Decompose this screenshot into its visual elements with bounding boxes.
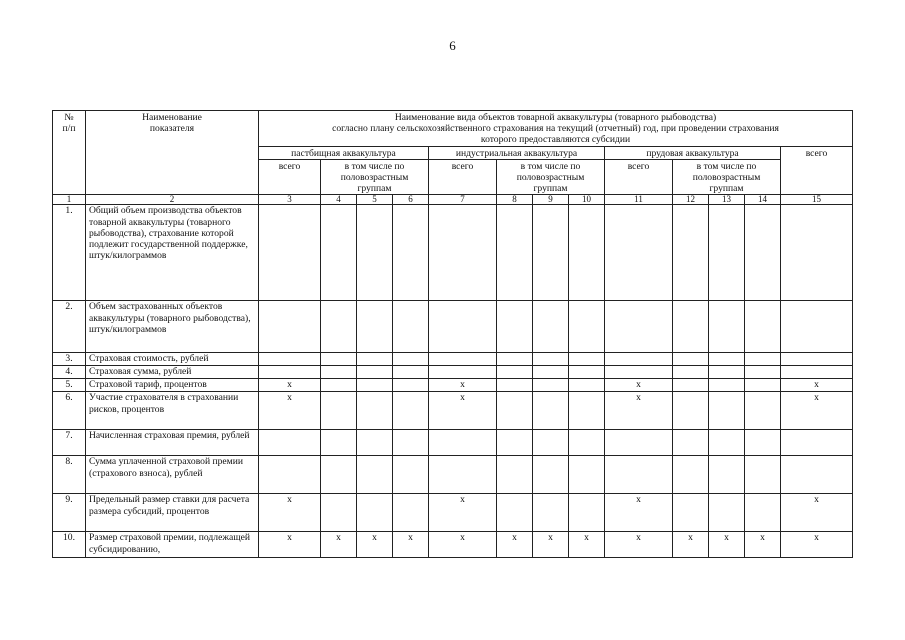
table-cell: х xyxy=(259,379,321,392)
row-number: 7. xyxy=(53,430,86,456)
table-cell xyxy=(321,456,357,494)
table-row xyxy=(53,456,853,494)
table-cell: х xyxy=(781,379,853,392)
table-cell xyxy=(497,379,533,392)
table-cell xyxy=(605,353,673,366)
table-cell xyxy=(533,430,569,456)
table-cell xyxy=(393,379,429,392)
row-indicator-name: Начисленная страховая премия, рублей xyxy=(86,430,259,456)
table-cell: х xyxy=(259,392,321,430)
table-cell xyxy=(393,494,429,532)
table-cell xyxy=(429,430,497,456)
table-cell: х xyxy=(569,532,605,558)
table-cell xyxy=(321,494,357,532)
table-cell xyxy=(781,456,853,494)
table-row xyxy=(53,366,853,379)
row-indicator-name: Предельный размер ставки для расчета размера субсидий, процентов xyxy=(86,494,259,532)
column-number: 7 xyxy=(429,195,497,205)
table-cell xyxy=(259,205,321,301)
column-number: 1 xyxy=(53,195,86,205)
table-cell xyxy=(569,301,605,353)
table-cell: х xyxy=(393,532,429,558)
table-cell: х xyxy=(605,392,673,430)
table-cell xyxy=(569,366,605,379)
row-number: 3. xyxy=(53,353,86,366)
column-number: 12 xyxy=(673,195,709,205)
row-indicator-name: Объем застрахованных объектов аквакультуры (товарного рыбоводства), штук/килограммов xyxy=(86,301,259,353)
table-cell xyxy=(533,379,569,392)
table-cell xyxy=(709,205,745,301)
header-age-groups-pasture: в том числе по половозрастным группам xyxy=(321,159,429,195)
table-row xyxy=(53,301,853,353)
column-number: 14 xyxy=(745,195,781,205)
header-name-col: Наименование показателя xyxy=(86,111,259,195)
table-cell xyxy=(533,301,569,353)
table-cell xyxy=(497,366,533,379)
row-indicator-name: Участие страхователя в страховании рисков, процентов xyxy=(86,392,259,430)
table-cell xyxy=(673,205,709,301)
table-cell xyxy=(357,456,393,494)
table-cell xyxy=(497,430,533,456)
table-cell xyxy=(497,301,533,353)
table-cell xyxy=(569,456,605,494)
table-cell xyxy=(745,353,781,366)
table-cell xyxy=(429,366,497,379)
table-cell: х xyxy=(497,532,533,558)
table-cell xyxy=(709,392,745,430)
table-cell xyxy=(321,353,357,366)
header-group-pasture: пастбищная аквакультура xyxy=(259,146,429,159)
row-indicator-name: Страховая стоимость, рублей xyxy=(86,353,259,366)
table-cell xyxy=(709,301,745,353)
table-cell xyxy=(569,430,605,456)
table-cell xyxy=(605,366,673,379)
table-cell xyxy=(321,205,357,301)
column-number: 15 xyxy=(781,195,853,205)
table-cell xyxy=(533,392,569,430)
table-cell: х xyxy=(259,494,321,532)
header-total: всего xyxy=(781,146,853,195)
table-cell xyxy=(781,205,853,301)
table-cell xyxy=(745,205,781,301)
table-cell xyxy=(393,456,429,494)
table-cell: х xyxy=(429,392,497,430)
column-number: 2 xyxy=(86,195,259,205)
table-row xyxy=(53,205,853,301)
table-cell xyxy=(709,430,745,456)
table-cell xyxy=(497,205,533,301)
table-cell xyxy=(429,205,497,301)
header-age-groups-pond: в том числе по половозрастным группам xyxy=(673,159,781,195)
table-cell xyxy=(533,205,569,301)
table-cell xyxy=(781,430,853,456)
table-cell xyxy=(745,392,781,430)
column-number: 3 xyxy=(259,195,321,205)
table-cell xyxy=(709,379,745,392)
table-cell xyxy=(533,353,569,366)
table-cell xyxy=(357,301,393,353)
table-cell xyxy=(393,366,429,379)
row-number: 6. xyxy=(53,392,86,430)
row-number: 9. xyxy=(53,494,86,532)
row-number: 1. xyxy=(53,205,86,301)
table-cell: х xyxy=(321,532,357,558)
table-cell xyxy=(709,353,745,366)
table-cell xyxy=(709,494,745,532)
table-cell xyxy=(709,366,745,379)
table-cell xyxy=(429,353,497,366)
row-number: 5. xyxy=(53,379,86,392)
insurance-table xyxy=(52,110,853,558)
table-cell xyxy=(393,392,429,430)
column-number: 8 xyxy=(497,195,533,205)
column-number-row xyxy=(53,195,853,205)
table-cell: х xyxy=(605,379,673,392)
table-cell xyxy=(429,301,497,353)
row-number: 10. xyxy=(53,532,86,558)
table-row xyxy=(53,430,853,456)
table-cell xyxy=(673,379,709,392)
table-cell xyxy=(533,494,569,532)
table-row xyxy=(53,392,853,430)
table-row xyxy=(53,379,853,392)
table-cell xyxy=(321,379,357,392)
table-cell xyxy=(497,494,533,532)
table-cell xyxy=(429,456,497,494)
table-cell xyxy=(673,430,709,456)
page-number: 6 xyxy=(449,38,456,53)
table-cell xyxy=(745,430,781,456)
table-cell xyxy=(393,353,429,366)
table-cell xyxy=(673,392,709,430)
table-cell: х xyxy=(781,392,853,430)
table-cell: х xyxy=(259,532,321,558)
header-main-title: Наименование вида объектов товарной аквакультуры (товарного рыбоводства) согласно плану сельскохозяйственного страхования на текущий (отчетный) год, при проведении страхования которого предоставляются субсидии xyxy=(259,111,853,147)
table-cell: х xyxy=(709,532,745,558)
table-cell xyxy=(781,353,853,366)
table-cell xyxy=(357,205,393,301)
table-cell xyxy=(569,379,605,392)
table-cell xyxy=(745,379,781,392)
table-cell xyxy=(393,301,429,353)
column-number: 4 xyxy=(321,195,357,205)
table-cell xyxy=(745,301,781,353)
table-cell xyxy=(497,353,533,366)
header-sub-total-pond: всего xyxy=(605,159,673,195)
table-cell: х xyxy=(429,494,497,532)
row-number: 2. xyxy=(53,301,86,353)
header-num-col: № п/п xyxy=(53,111,86,195)
header-group-pond: прудовая аквакультура xyxy=(605,146,781,159)
table-cell xyxy=(745,456,781,494)
table-cell xyxy=(569,494,605,532)
table-cell xyxy=(781,301,853,353)
table-cell xyxy=(321,392,357,430)
table-cell xyxy=(259,353,321,366)
table-cell xyxy=(605,430,673,456)
table-cell xyxy=(357,366,393,379)
table-cell xyxy=(569,392,605,430)
table-cell: х xyxy=(745,532,781,558)
column-number: 6 xyxy=(393,195,429,205)
table-cell xyxy=(569,353,605,366)
table-cell xyxy=(357,392,393,430)
table-cell xyxy=(393,430,429,456)
table-cell xyxy=(357,494,393,532)
table-cell: х xyxy=(357,532,393,558)
table-cell xyxy=(673,366,709,379)
table-cell xyxy=(781,366,853,379)
table-cell xyxy=(357,353,393,366)
table-cell xyxy=(673,353,709,366)
table-cell: х xyxy=(781,494,853,532)
table-cell xyxy=(745,494,781,532)
table-row xyxy=(53,494,853,532)
table-cell xyxy=(321,301,357,353)
table-cell xyxy=(357,379,393,392)
header-sub-total-industrial: всего xyxy=(429,159,497,195)
table-cell xyxy=(393,205,429,301)
table-cell: х xyxy=(533,532,569,558)
column-number: 9 xyxy=(533,195,569,205)
column-number: 11 xyxy=(605,195,673,205)
table-cell xyxy=(673,456,709,494)
table-cell xyxy=(569,205,605,301)
column-number: 13 xyxy=(709,195,745,205)
column-number: 5 xyxy=(357,195,393,205)
table-cell: х xyxy=(605,532,673,558)
table-cell xyxy=(259,366,321,379)
table-cell: х xyxy=(429,532,497,558)
row-indicator-name: Общий объем производства объектов товарной аквакультуры (товарного рыбоводства), страхование которой подлежит государственной поддержке, штук/килограммов xyxy=(86,205,259,301)
table-cell xyxy=(533,456,569,494)
table-row xyxy=(53,353,853,366)
table-row xyxy=(53,532,853,558)
header-group-industrial: индустриальная аквакультура xyxy=(429,146,605,159)
table-cell xyxy=(259,301,321,353)
row-indicator-name: Страховая сумма, рублей xyxy=(86,366,259,379)
header-age-groups-industrial: в том числе по половозрастным группам xyxy=(497,159,605,195)
table-cell xyxy=(745,366,781,379)
table-cell: х xyxy=(673,532,709,558)
table-cell xyxy=(497,392,533,430)
row-number: 4. xyxy=(53,366,86,379)
table-cell xyxy=(533,366,569,379)
table-cell xyxy=(673,494,709,532)
table-cell: х xyxy=(781,532,853,558)
row-number: 8. xyxy=(53,456,86,494)
row-indicator-name: Страховой тариф, процентов xyxy=(86,379,259,392)
row-indicator-name: Размер страховой премии, подлежащей субсидированию, xyxy=(86,532,259,558)
table-cell xyxy=(673,301,709,353)
table-cell xyxy=(357,430,393,456)
table-cell xyxy=(321,366,357,379)
column-number: 10 xyxy=(569,195,605,205)
table-cell xyxy=(605,205,673,301)
header-sub-total-pasture: всего xyxy=(259,159,321,195)
table-cell xyxy=(259,430,321,456)
table-cell xyxy=(605,456,673,494)
table-cell xyxy=(321,430,357,456)
table-cell xyxy=(259,456,321,494)
row-indicator-name: Сумма уплаченной страховой премии (страхового взноса), рублей xyxy=(86,456,259,494)
table-cell xyxy=(605,301,673,353)
table-cell xyxy=(497,456,533,494)
table-cell xyxy=(709,456,745,494)
table-cell: х xyxy=(429,379,497,392)
table-cell: х xyxy=(605,494,673,532)
